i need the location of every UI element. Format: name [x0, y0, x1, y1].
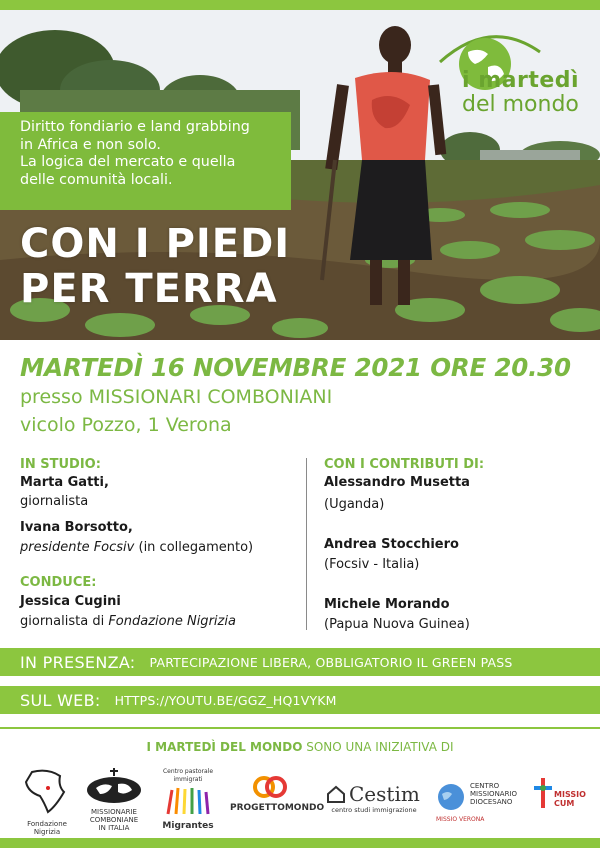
host-role: [20, 614, 236, 629]
logo-missio-cum: [532, 778, 584, 822]
guest2-role: [20, 540, 253, 555]
logo-caption: Fondazione Nigrizia: [27, 820, 67, 836]
intro-line: Diritto fondiario e land grabbing: [20, 119, 250, 135]
headline-line2: PER TERRA: [20, 266, 278, 312]
people-icon: [158, 784, 218, 818]
cross-icon: [532, 778, 554, 808]
logo-migrantes: [158, 768, 218, 832]
logo-caption: MISSIONARIE: [91, 808, 137, 816]
cestim-name: Cestim: [349, 782, 420, 806]
initiative-rest: SONO UNA INIZIATIVA DI: [302, 740, 454, 754]
bottom-color-bar: [0, 838, 600, 848]
studio-label: IN STUDIO:: [20, 457, 101, 472]
logo-caption: COMBONIANE: [89, 816, 139, 824]
logo-fondazione-nigrizia: [18, 766, 76, 836]
contributor2-name: Andrea Stocchiero: [324, 537, 459, 552]
host-name: Jessica Cugini: [20, 594, 121, 609]
globe-icon: [84, 766, 144, 804]
column-divider: [306, 458, 307, 630]
guest2-name: Ivana Borsotto,: [20, 520, 133, 535]
presence-text: PARTECIPAZIONE LIBERA, OBBLIGATORIO IL GREEN PASS: [149, 654, 513, 670]
guest1-role: giornalista: [20, 494, 89, 509]
logo-missionarie-comboniane: [84, 766, 144, 832]
logo-centro-missionario: [436, 780, 526, 826]
logo-text-line2: del mondo: [462, 92, 579, 117]
contributors-label: CON I CONTRIBUTI DI:: [324, 457, 485, 472]
web-label: SUL WEB:: [20, 690, 101, 710]
top-color-bar: [0, 0, 600, 10]
missio-label: MISSIO: [554, 790, 586, 799]
logo-caption: centro studi immigrazione: [331, 806, 417, 814]
initiative-line: [0, 740, 600, 754]
progettomondo-icon: [230, 774, 310, 800]
logo-cestim: [326, 782, 422, 822]
logo-text-line1: i martedì: [462, 68, 580, 93]
initiative-bold: I MARTEDÌ DEL MONDO: [146, 740, 303, 754]
logo-caption: DIOCESANO: [470, 798, 513, 806]
intro-line: La logica del mercato e quella: [20, 154, 236, 171]
globe-blue-icon: [436, 782, 466, 812]
intro-box: [0, 112, 291, 210]
logo-caption: CENTRO: [470, 782, 500, 790]
headline-line1: CON I PIEDI: [20, 221, 291, 267]
guest2-role-rest: (in collegamento): [134, 540, 254, 555]
host-role-text: giornalista di: [20, 614, 109, 629]
guest1-name: Marta Gatti,: [20, 475, 109, 490]
cum-label: CUM: [554, 799, 575, 808]
contributor3-name: Michele Morando: [324, 597, 450, 612]
host-role-italic: Fondazione Nigrizia: [108, 614, 236, 629]
logo-caption: Migrantes: [162, 821, 214, 831]
event-date: MARTEDÌ 16 NOVEMBRE 2021 ORE 20.30: [20, 353, 571, 382]
web-link[interactable]: HTTPS://YOUTU.BE/GGZ_HQ1VYKM: [114, 692, 337, 708]
logo-caption: PROGETTOMONDO: [230, 803, 325, 813]
house-icon: [326, 784, 346, 804]
africa-icon: [18, 766, 76, 816]
contributor1-place: (Uganda): [324, 497, 385, 512]
logo-caption: Centro pastorale immigrati: [162, 768, 214, 783]
logo-caption: MISSIO VERONA: [436, 816, 485, 823]
intro-line: delle comunità locali.: [20, 171, 173, 188]
web-band: [0, 686, 600, 714]
guest2-role-italic: presidente Focsiv: [20, 540, 135, 555]
contributor2-place: (Focsiv - Italia): [324, 557, 420, 572]
event-address: vicolo Pozzo, 1 Verona: [20, 414, 232, 436]
contributor3-place: (Papua Nuova Guinea): [324, 617, 470, 632]
headline: [20, 222, 290, 312]
logo-caption: IN ITALIA: [98, 824, 130, 832]
presence-label: IN PRESENZA:: [20, 652, 136, 672]
event-venue: presso MISSIONARI COMBONIANI: [20, 386, 333, 408]
footer-divider: [0, 727, 600, 729]
presence-band: [0, 648, 600, 676]
intro-line: in Africa e non solo.: [20, 136, 161, 153]
logo-caption: MISSIONARIO: [470, 790, 518, 798]
contributor1-name: Alessandro Musetta: [324, 475, 470, 490]
host-label: CONDUCE:: [20, 575, 97, 590]
logo-progettomondo: [230, 774, 325, 822]
